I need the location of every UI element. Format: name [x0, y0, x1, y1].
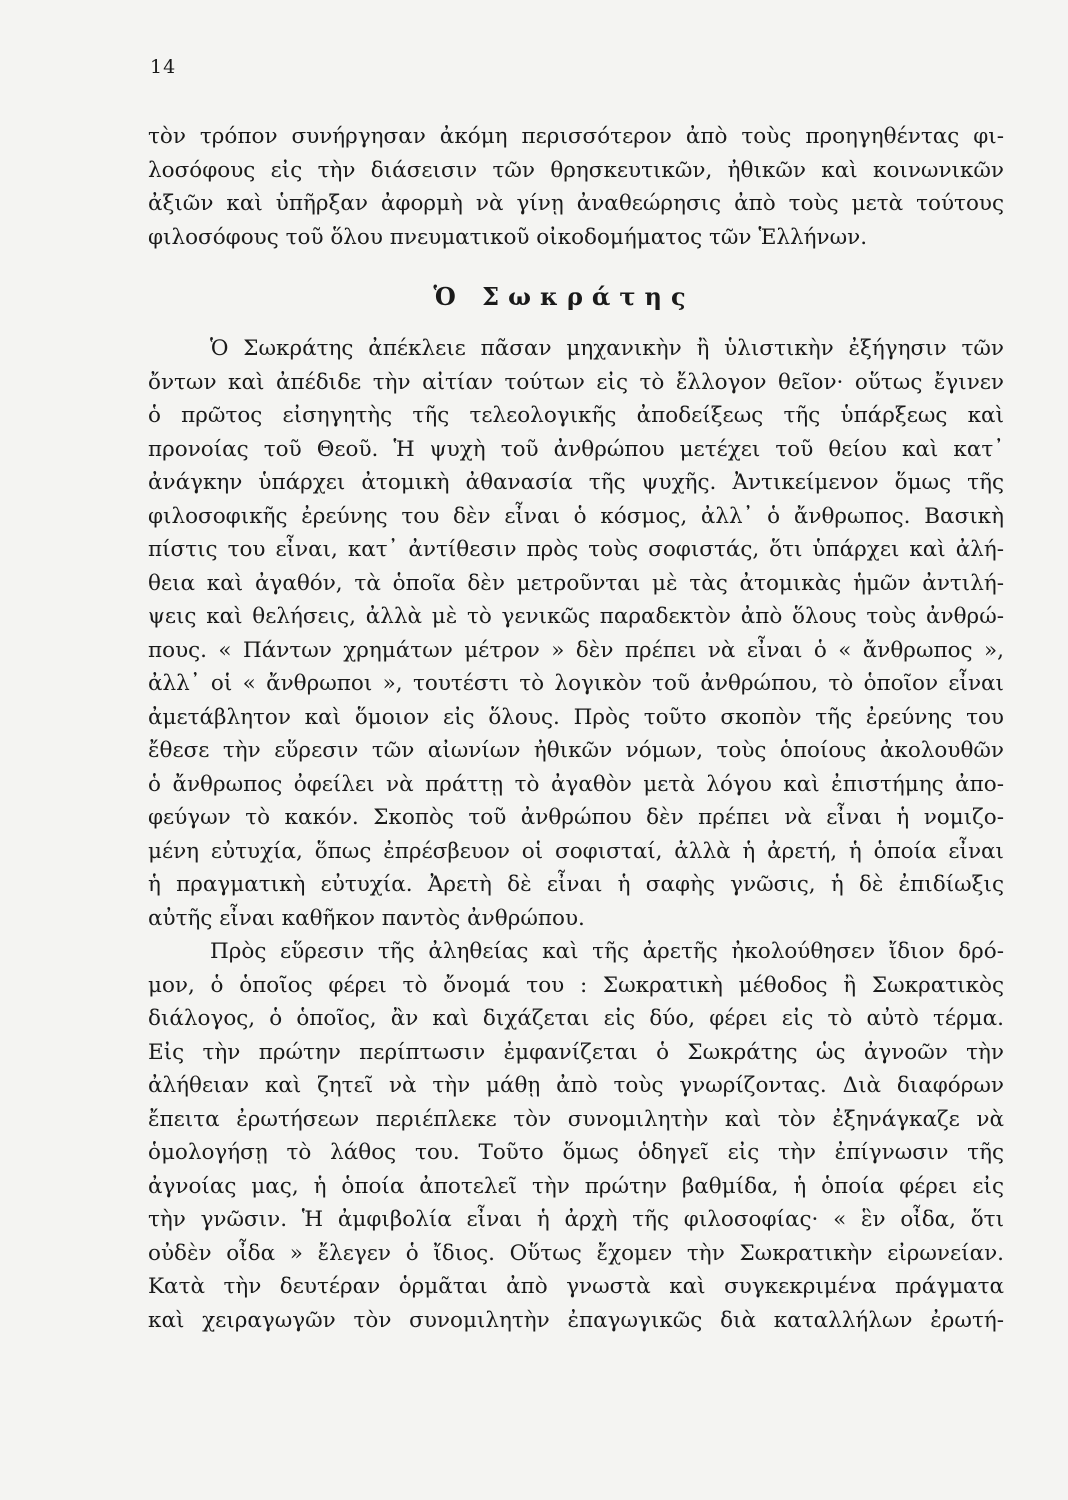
text-line: τὸν τρόπον συνήργησαν ἀκόμη περισσότερον ἀπὸ τοὺς προηγηθέντας φι-: [148, 124, 1004, 149]
page-number: 14: [150, 56, 177, 78]
text-line: τὴν γνῶσιν. Ἡ ἀμφιβολία εἶναι ἡ ἀρχὴ τῆς φιλοσοφίας· « ἓν οἶδα, ὅτι: [148, 1207, 1004, 1232]
text-line: ἀμετάβλητον καὶ ὅμοιον εἰς ὅλους. Πρὸς τοῦτο σκοπὸν τῆς ἐρεύνης του: [148, 704, 1004, 730]
text-line: ἀλήθειαν καὶ ζητεῖ νὰ τὴν μάθῃ ἀπὸ τοὺς γνωρίζοντας. Διὰ διαφόρων: [148, 1073, 1004, 1098]
intro-paragraph: [148, 120, 1004, 254]
section-title: Ὁ Σωκράτης: [433, 282, 695, 311]
text-line: μον, ὁ ὁποῖος φέρει τὸ ὄνομά του : Σωκρατικὴ μέθοδος ἢ Σωκρατικὸς: [148, 972, 1004, 998]
text-line: θεια καὶ ἀγαθόν, τὰ ὁποῖα δὲν μετροῦνται μὲ τὰς ἀτομικὰς ἡμῶν ἀντιλή-: [148, 570, 1004, 596]
text-line: ἀνάγκην ὑπάρχει ἀτομικὴ ἀθανασία τῆς ψυχῆς. Ἀντικείμενον ὅμως τῆς: [148, 470, 1004, 495]
text-line: ἔπειτα ἐρωτήσεων περιέπλεκε τὸν συνομιλητὴν καὶ τὸν ἐξηνάγκαζε νὰ: [148, 1106, 1004, 1132]
text-line: ὁ ἄνθρωπος ὀφείλει νὰ πράττῃ τὸ ἀγαθὸν μετὰ λόγου καὶ ἐπιστήμης ἀπο-: [148, 771, 1004, 797]
text-line: λοσόφους εἰς τὴν διάσεισιν τῶν θρησκευτικῶν, ἠθικῶν καὶ κοινωνικῶν: [148, 157, 1004, 183]
text-line: ἀλλ᾽ οἱ « ἄνθρωποι », τουτέστι τὸ λογικὸν τοῦ ἀνθρώπου, τὸ ὁποῖον εἶναι: [148, 671, 1004, 696]
text-line: ἡ πραγματικὴ εὐτυχία. Ἀρετὴ δὲ εἶναι ἡ σαφὴς γνῶσις, ἡ δὲ ἐπιδίωξις: [148, 872, 1004, 897]
text-line: ἔθεσε τὴν εὕρεσιν τῶν αἰωνίων ἠθικῶν νόμων, τοὺς ὁποίους ἀκολουθῶν: [148, 738, 1004, 763]
text-line: καὶ χειραγωγῶν τὸν συνομιλητὴν ἐπαγωγικῶς διὰ καταλλήλων ἐρωτή-: [148, 1307, 1004, 1333]
text-line: Κατὰ τὴν δευτέραν ὁρμᾶται ἀπὸ γνωστὰ καὶ συγκεκριμένα πράγματα: [148, 1274, 1004, 1299]
text-line: προνοίας τοῦ Θεοῦ. Ἡ ψυχὴ τοῦ ἀνθρώπου μετέχει τοῦ θείου καὶ κατ᾽: [148, 436, 1004, 462]
paragraph-socrates-philosophy: [148, 332, 1004, 1337]
text-line: Πρὸς εὕρεσιν τῆς ἀληθείας καὶ τῆς ἀρετῆς ἠκολούθησεν ἴδιον δρό-: [210, 939, 1004, 964]
text-line: ἀγνοίας μας, ἡ ὁποία ἀποτελεῖ τὴν πρώτην βαθμίδα, ἡ ὁποία φέρει εἰς: [148, 1173, 1004, 1199]
text-line: μένη εὐτυχία, ὅπως ἐπρέσβευον οἱ σοφισταί, ἀλλὰ ἡ ἀρετή, ἡ ὁποία εἶναι: [148, 838, 1004, 864]
text-line: φιλοσοφικῆς ἐρεύνης του δὲν εἶναι ὁ κόσμος, ἀλλ᾽ ὁ ἄνθρωπος. Βασικὴ: [148, 503, 1004, 529]
text-line: ψεις καὶ θελήσεις, ἀλλὰ μὲ τὸ γενικῶς παραδεκτὸν ἀπὸ ὅλους τοὺς ἀνθρώ-: [148, 604, 1004, 629]
text-line: ὁ πρῶτος εἰσηγητὴς τῆς τελεολογικῆς ἀποδείξεως τῆς ὑπάρξεως καὶ: [148, 403, 1004, 428]
text-line: φιλοσόφους τοῦ ὅλου πνευματικοῦ οἰκοδομήματος τῶν Ἑλλήνων.: [148, 224, 868, 250]
text-line: ὄντων καὶ ἀπέδιδε τὴν αἰτίαν τούτων εἰς τὸ ἔλλογον θεῖον· οὕτως ἔγινεν: [148, 369, 1004, 395]
text-line: ὁμολογήσῃ τὸ λάθος του. Τοῦτο ὅμως ὁδηγεῖ εἰς τὴν ἐπίγνωσιν τῆς: [148, 1140, 1004, 1165]
text-line: Εἰς τὴν πρώτην περίπτωσιν ἐμφανίζεται ὁ Σωκράτης ὡς ἀγνοῶν τὴν: [148, 1039, 1004, 1065]
text-line: πους. « Πάντων χρημάτων μέτρον » δὲν πρέπει νὰ εἶναι ὁ « ἄνθρωπος »,: [148, 637, 1004, 663]
text-line: πίστις του εἶναι, κατ᾽ ἀντίθεσιν πρὸς τοὺς σοφιστάς, ὅτι ὑπάρχει καὶ ἀλή-: [148, 537, 1004, 562]
text-line: οὐδὲν οἶδα » ἔλεγεν ὁ ἴδιος. Οὕτως ἔχομεν τὴν Σωκρατικὴν εἰρωνείαν.: [148, 1240, 1004, 1266]
text-line: διάλογος, ὁ ὁποῖος, ἂν καὶ διχάζεται εἰς δύο, φέρει εἰς τὸ αὐτὸ τέρμα.: [148, 1006, 1004, 1031]
text-line: Ὁ Σωκράτης ἀπέκλειε πᾶσαν μηχανικὴν ἢ ὑλιστικὴν ἐξήγησιν τῶν: [210, 336, 1004, 361]
text-line: ἀξιῶν καὶ ὑπῆρξαν ἀφορμὴ νὰ γίνῃ ἀναθεώρησις ἀπὸ τοὺς μετὰ τούτους: [148, 191, 1004, 216]
text-line: αὐτῆς εἶναι καθῆκον παντὸς ἀνθρώπου.: [148, 905, 585, 931]
text-line: φεύγων τὸ κακόν. Σκοπὸς τοῦ ἀνθρώπου δὲν πρέπει νὰ εἶναι ἡ νομιζο-: [148, 805, 1004, 830]
